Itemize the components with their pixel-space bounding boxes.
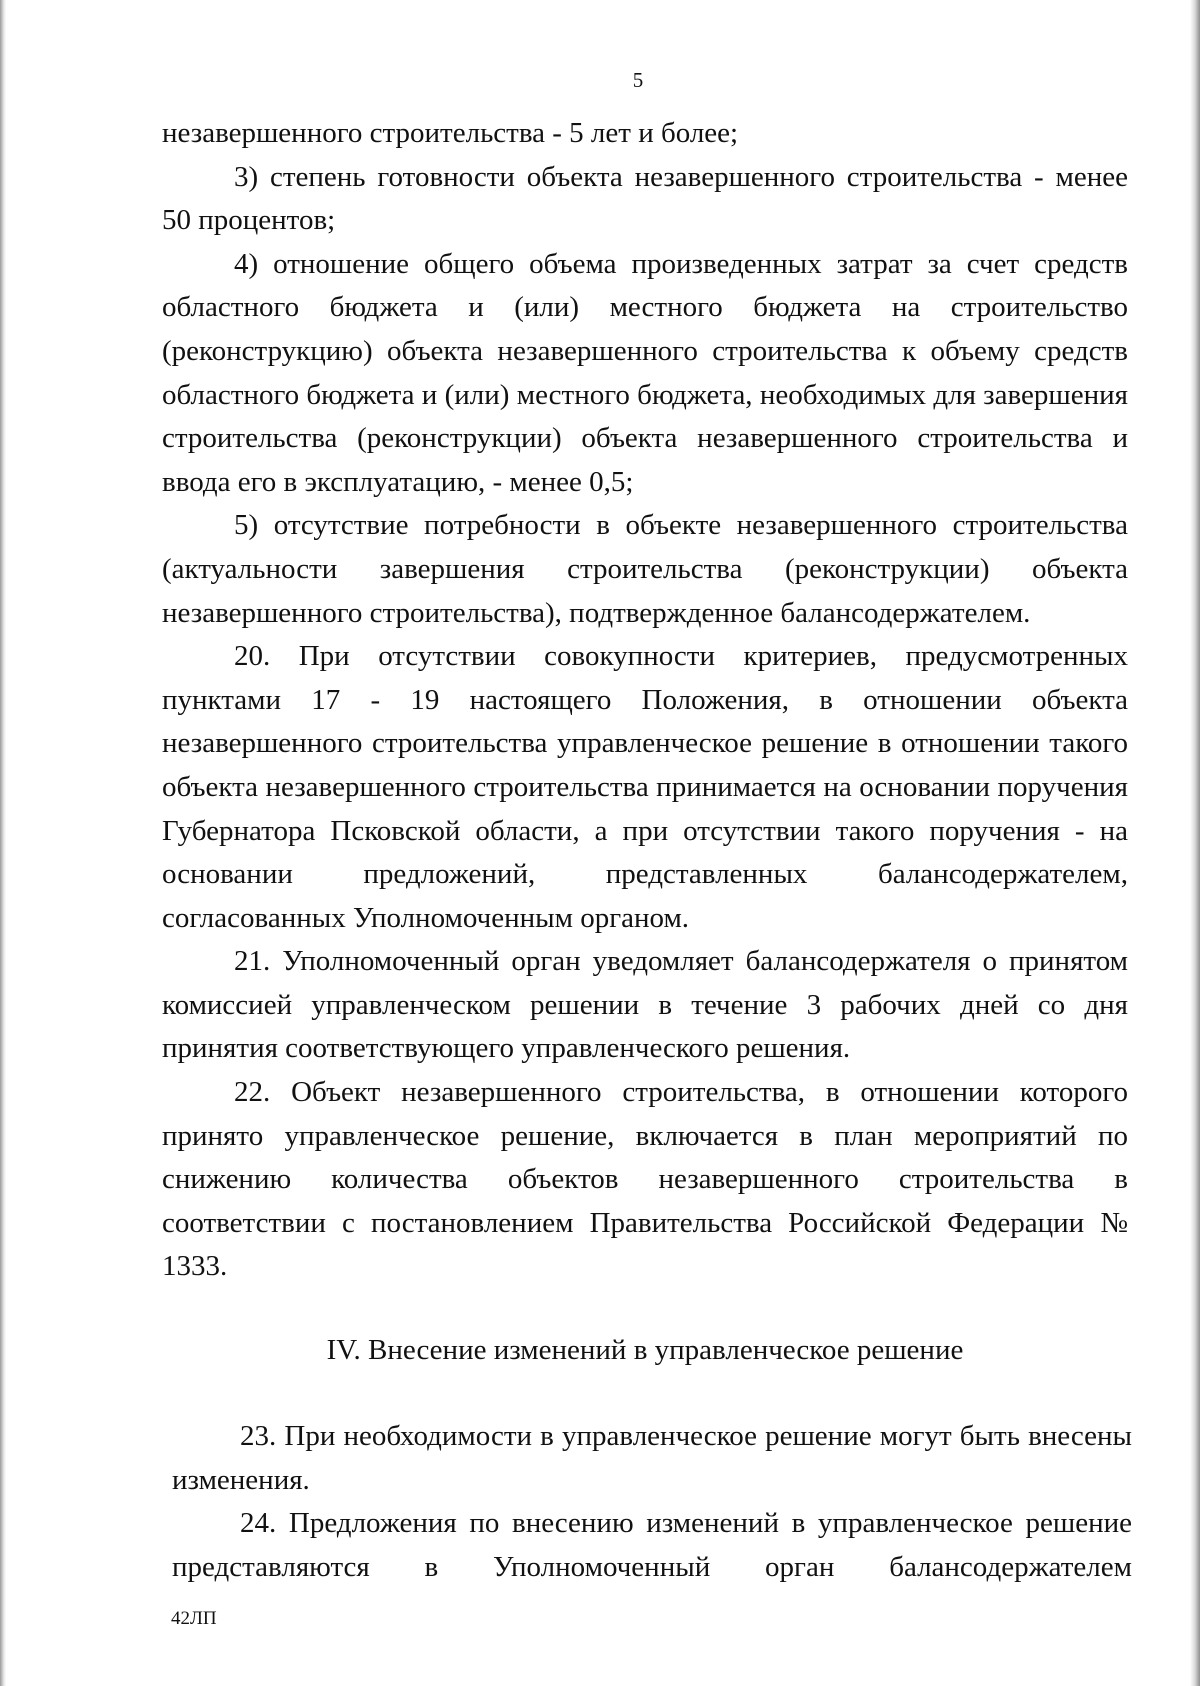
- paragraph-clause-21: 21. Уполномоченный орган уведомляет балансодержателя о принятом комиссией управленческом решении в течение 3 рабочих дней со дня принятия соответствующего управленческого решения.: [162, 945, 1128, 1065]
- scan-edge-left: [0, 0, 6, 1686]
- paragraph-clause-20: 20. При отсутствии совокупности критериев, предусмотренных пунктами 17 - 19 настоящего Положения, в отношении объекта незавершенного строительства управленческое решение в отношении такого объекта незавершенного строительства принимается на основании поручения Губернатора Псковской области, а при отсутствии такого поручения - на основании предложений, представленных балансодержателем, согласованных Уполномоченным органом.: [162, 640, 1128, 934]
- scan-edge-right: [1190, 0, 1200, 1686]
- paragraph-clause-22: 22. Объект незавершенного строительства, в отношении которого принято управленческое решение, включается в план мероприятий по снижению количества объектов незавершенного строительства в соответствии с постановлением Правительства Российской Федерации № 1333.: [162, 1076, 1128, 1283]
- document-body: [162, 112, 1128, 1289]
- paragraph-item-3: 3) степень готовности объекта незавершенного строительства - менее 50 процентов;: [162, 160, 1128, 237]
- paragraph-item-5: 5) отсутствие потребности в объекте незавершенного строительства (актуальности завершения строительства (реконструкции) объекта незавершенного строительства), подтвержденное балансодержателем.: [162, 509, 1128, 629]
- paragraph-clause-23: 23. При необходимости в управленческое решение могут быть внесены изменения.: [172, 1420, 1132, 1496]
- paragraph-item-4: 4) отношение общего объема произведенных затрат за счет средств областного бюджета и (или) местного бюджета на строительство (реконструкцию) объекта незавершенного строительства к объему средств областного бюджета и (или) местного бюджета, необходимых для завершения строительства (реконструкции) объекта незавершенного строительства и ввода его в эксплуатацию, - менее 0,5;: [162, 247, 1128, 498]
- page-number: 5: [632, 68, 644, 92]
- paragraph-clause-24: 24. Предложения по внесению изменений в управленческое решение представляются в Уполномоченный орган балансодержателем: [172, 1507, 1132, 1583]
- section-body: [172, 1415, 1132, 1589]
- document-code: 42ЛП: [171, 1608, 217, 1629]
- section-heading: IV. Внесение изменений в управленческое решение: [326, 1334, 964, 1366]
- paragraph-continuation: незавершенного строительства - 5 лет и более;: [162, 117, 739, 149]
